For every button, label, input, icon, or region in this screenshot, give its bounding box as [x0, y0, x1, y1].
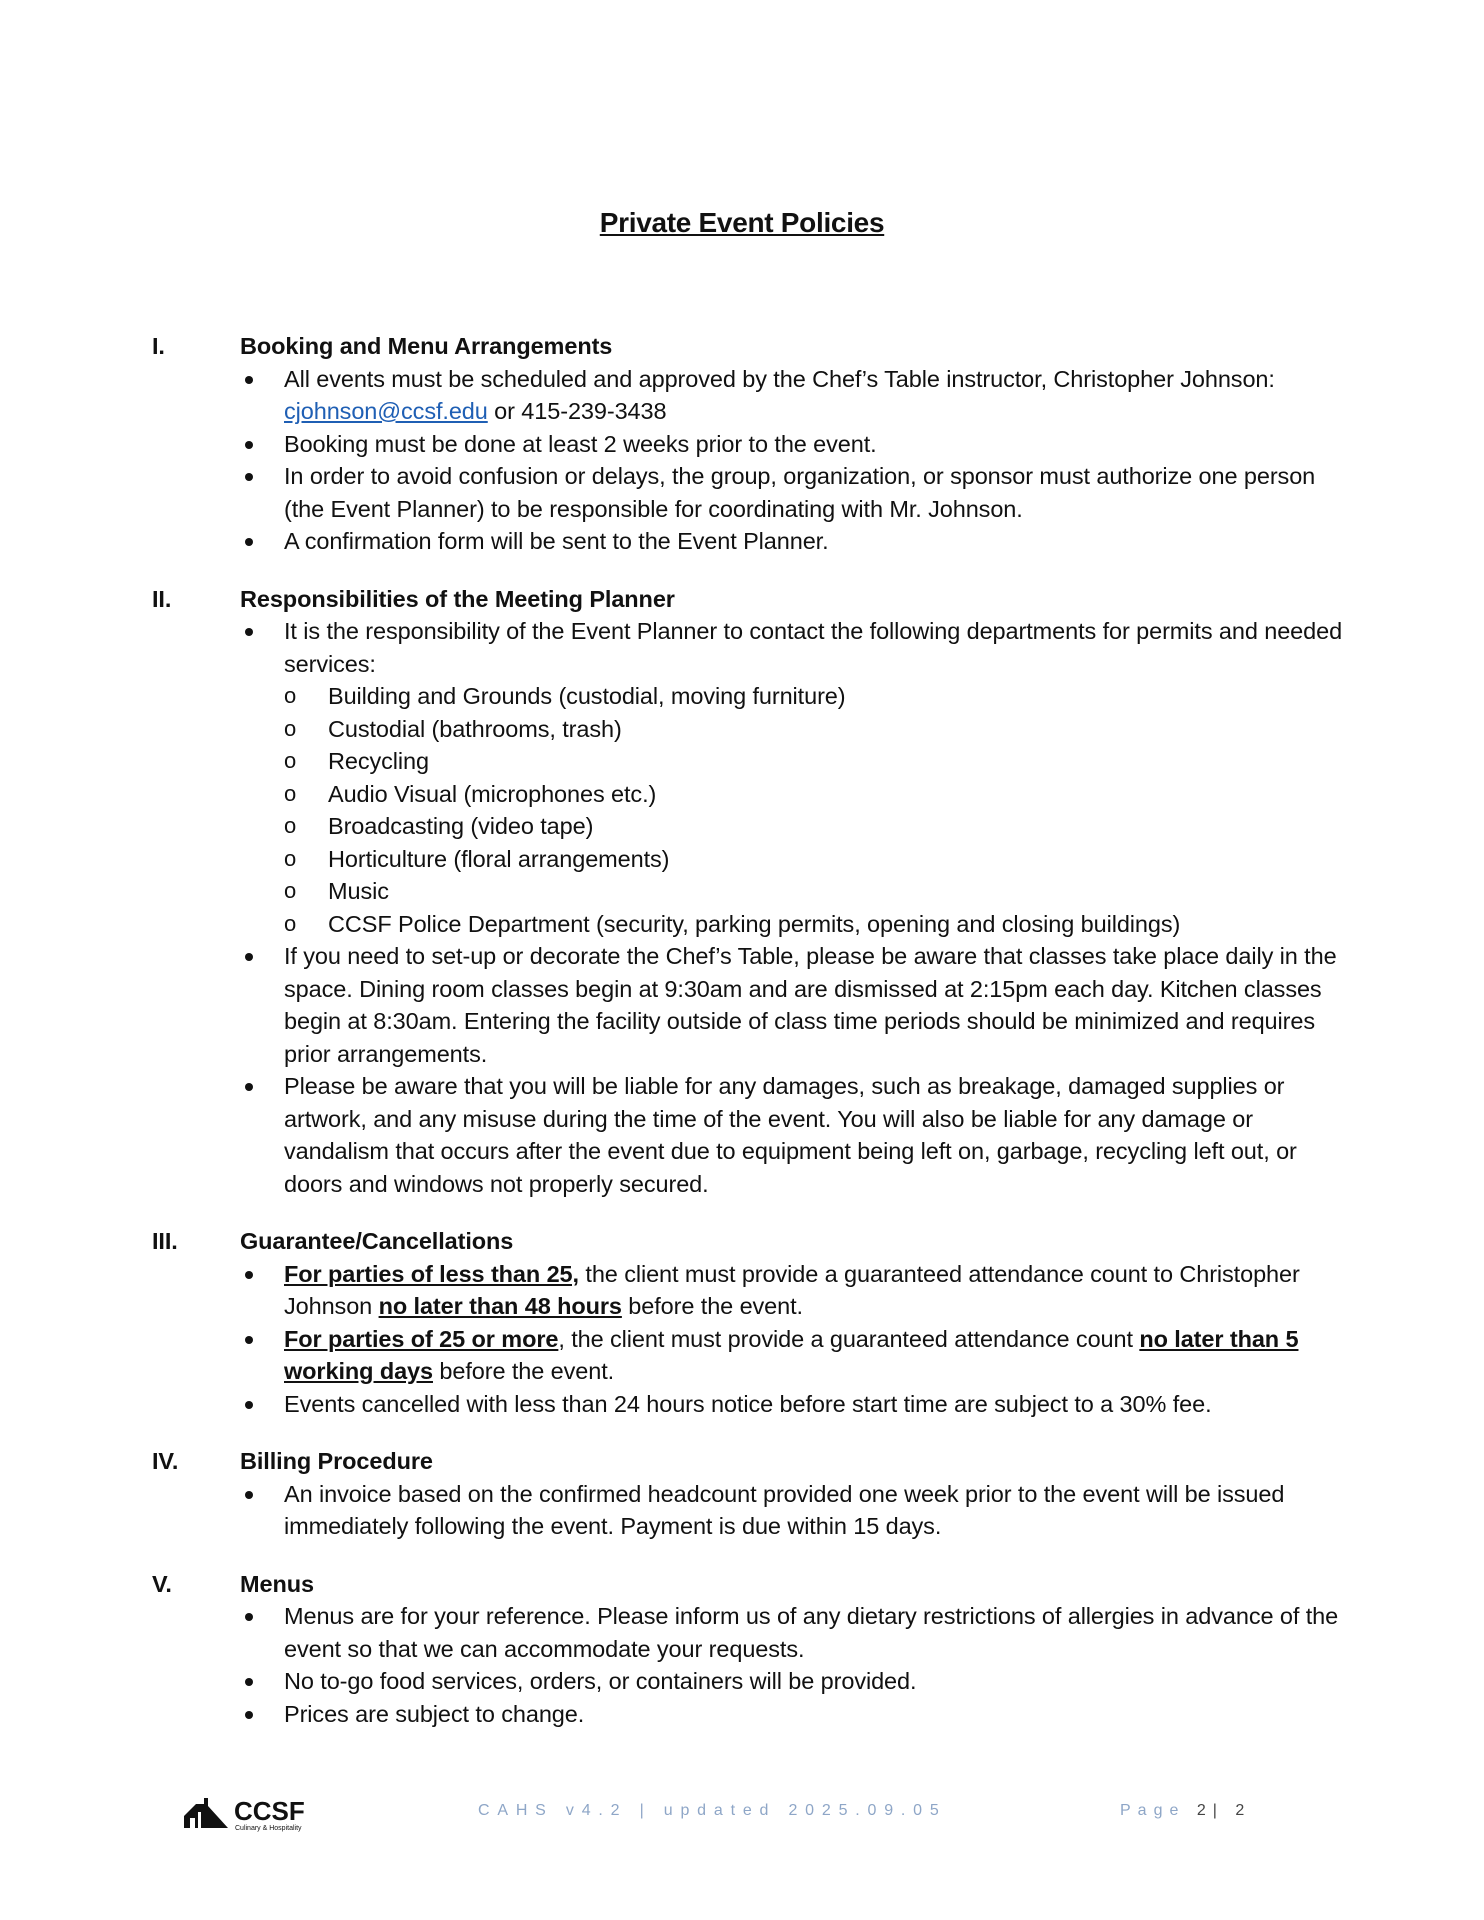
- bullet-icon: [245, 376, 253, 384]
- department-item: [284, 810, 1356, 843]
- department-list: [284, 680, 1356, 940]
- emphasis-text: For parties of 25 or more: [284, 1325, 559, 1352]
- department-item: [284, 778, 1356, 811]
- section-title: Billing Procedure: [240, 1448, 433, 1474]
- bullet-icon: [245, 1491, 253, 1499]
- bullet-icon: [245, 441, 253, 449]
- department-text: Recycling: [328, 748, 429, 774]
- bullet-item: [0, 1665, 1484, 1698]
- department-text: Custodial (bathrooms, trash): [328, 715, 622, 742]
- department-item: [284, 680, 1356, 713]
- sub-bullet-icon: o: [284, 813, 297, 838]
- bullet-icon: [245, 1678, 253, 1686]
- section-heading: [0, 1568, 1484, 1601]
- bullet-text: before the event.: [432, 1358, 615, 1384]
- department-text: Music: [328, 878, 389, 904]
- logo-subtext: Culinary & Hospitality: [235, 1825, 302, 1832]
- sub-bullet-icon: o: [284, 910, 297, 936]
- bullet-item: [0, 1388, 1484, 1421]
- bullet-item: [0, 1698, 1484, 1731]
- department-text: Horticulture (floral arrangements): [328, 845, 670, 872]
- bullet-item: [0, 1600, 1484, 1665]
- section-heading: [0, 1445, 1484, 1478]
- section-number: I.: [152, 333, 165, 359]
- bullet-icon: [245, 1613, 253, 1621]
- deadline-text: no later than 5 working days: [284, 1325, 1299, 1384]
- section-number: II.: [152, 585, 172, 612]
- section-heading: [0, 330, 1484, 363]
- bullet-icon: [245, 1336, 253, 1344]
- sub-bullet-icon: o: [284, 748, 297, 773]
- bullet-icon: [245, 953, 253, 961]
- section-title: Booking and Menu Arrangements: [240, 333, 613, 359]
- ccsf-logo: [182, 1794, 322, 1834]
- bullet-text: A confirmation form will be sent to the Event Planner.: [284, 528, 829, 554]
- emphasis-text: For parties of less than 25,: [284, 1260, 579, 1287]
- bullet-text: Menus are for your reference. Please inform us of any dietary restrictions of allergies in advance of the event so that we can accommodate your requests.: [284, 1603, 1339, 1662]
- bullet-icon: [245, 628, 253, 636]
- section-number: III.: [152, 1228, 178, 1254]
- bullet-text: Events cancelled with less than 24 hours notice before start time are subject to a 30% fee.: [284, 1390, 1212, 1417]
- bullet-item: [0, 1258, 1484, 1323]
- page-title: Private Event Policies: [599, 207, 885, 238]
- department-text: Broadcasting (video tape): [328, 813, 594, 839]
- sub-bullet-icon: o: [284, 878, 297, 903]
- section-heading: [0, 1225, 1484, 1258]
- logo-mark-detail: [198, 1812, 201, 1828]
- policy-content: [0, 330, 1484, 1755]
- bullet-item: [0, 525, 1484, 558]
- bullet-item: [0, 1478, 1484, 1543]
- bullet-item: [0, 1070, 1484, 1200]
- page-total: | 2: [1212, 1802, 1252, 1819]
- bullet-item: [0, 428, 1484, 461]
- bullet-text: In order to avoid confusion or delays, the group, organization, or sponsor must authorize one person (the Event Planner) to be responsible for coordinating with Mr. Johnson.: [284, 463, 1316, 522]
- section-responsibilities: [0, 583, 1484, 1201]
- deadline-text: no later than 48 hours: [378, 1293, 622, 1319]
- bullet-item: [0, 460, 1484, 525]
- bullet-item: [0, 615, 1484, 940]
- department-item: [284, 745, 1356, 778]
- bullet-text: Booking must be done at least 2 weeks prior to the event.: [284, 430, 877, 457]
- bullet-icon: [245, 1271, 253, 1279]
- logo-mark-detail: [190, 1818, 195, 1828]
- bullet-text: Please be aware that you will be liable for any damages, such as breakage, damaged supplies or artwork, and any misuse during the time of the event. You will also be liable for any damage or vandalism that occurs after the event due to equipment being left on, garbage, recycling left out, or doors and windows not properly secured.: [284, 1073, 1297, 1197]
- bullet-text: An invoice based on the confirmed headcount provided one week prior to the event will be issued immediately following the event. Payment is due within 15 days.: [284, 1480, 1285, 1539]
- page-footer: [0, 1794, 1484, 1834]
- section-title: Guarantee/Cancellations: [240, 1228, 514, 1254]
- section-billing: [0, 1445, 1484, 1543]
- department-text: Building and Grounds (custodial, moving furniture): [328, 683, 846, 709]
- bullet-list: [0, 1478, 1484, 1543]
- sub-bullet-icon: o: [284, 845, 297, 871]
- bullet-list: [0, 1258, 1484, 1421]
- bullet-text: , the client must provide a guaranteed attendance count: [558, 1325, 1140, 1352]
- bullet-icon: [245, 1711, 253, 1719]
- bullet-item: [0, 940, 1484, 1070]
- section-guarantee: [0, 1225, 1484, 1420]
- sub-bullet-icon: o: [284, 780, 297, 806]
- footer-page-number: [1120, 1802, 1251, 1820]
- bullet-icon: [245, 1401, 253, 1409]
- bullet-list: [0, 1600, 1484, 1730]
- bullet-item: [0, 363, 1484, 428]
- section-menus: [0, 1568, 1484, 1731]
- page-label: Page: [1120, 1802, 1197, 1819]
- bullet-list: [0, 615, 1484, 1200]
- bullet-icon: [245, 538, 253, 546]
- bullet-text: If you need to set-up or decorate the Chef’s Table, please be aware that classes take place daily in the space. Dining room classes begin at 9:30am and are dismissed at 2:15pm each day. Kitchen classes begin at 8:30am. Entering the facility outside of class time periods should be minimized and requires prior arrangements.: [284, 943, 1337, 1067]
- department-item: [284, 843, 1356, 876]
- bullet-text: No to-go food services, orders, or containers will be provided.: [284, 1668, 917, 1694]
- bullet-icon: [245, 473, 253, 481]
- section-heading: [0, 583, 1484, 616]
- department-text: CCSF Police Department (security, parking permits, opening and closing buildings): [328, 910, 1181, 937]
- email-link[interactable]: cjohnson@ccsf.edu: [284, 398, 488, 424]
- department-item: [284, 875, 1356, 908]
- department-text: Audio Visual (microphones etc.): [328, 780, 657, 807]
- sub-bullet-icon: o: [284, 683, 297, 708]
- section-number: IV.: [152, 1448, 179, 1474]
- bullet-text: the client must provide a guaranteed attendance count to Christopher Johnson: [284, 1260, 1300, 1319]
- phone-text: or 415-239-3438: [487, 398, 667, 424]
- bullet-text: All events must be scheduled and approved by the Chef’s Table instructor, Christopher Johnson:: [284, 365, 1275, 392]
- section-title: Responsibilities of the Meeting Planner: [240, 585, 675, 612]
- department-item: [284, 713, 1356, 746]
- section-title: Menus: [240, 1570, 314, 1597]
- bullet-item: [0, 1323, 1484, 1388]
- section-booking: [0, 330, 1484, 558]
- bullet-text: It is the responsibility of the Event Planner to contact the following departments for permits and needed services:: [284, 618, 1343, 677]
- bullet-icon: [245, 1083, 253, 1091]
- logo-text: CCSF: [234, 1796, 305, 1826]
- sub-bullet-icon: o: [284, 715, 297, 741]
- bullet-text: Prices are subject to change.: [284, 1700, 585, 1727]
- bullet-list: [0, 363, 1484, 558]
- footer-version: CAHS v4.2 | updated 2025.09.05: [478, 1802, 947, 1819]
- page-current: 2: [1196, 1802, 1213, 1819]
- department-item: [284, 908, 1356, 941]
- bullet-text: before the event.: [621, 1293, 803, 1319]
- section-number: V.: [152, 1570, 172, 1597]
